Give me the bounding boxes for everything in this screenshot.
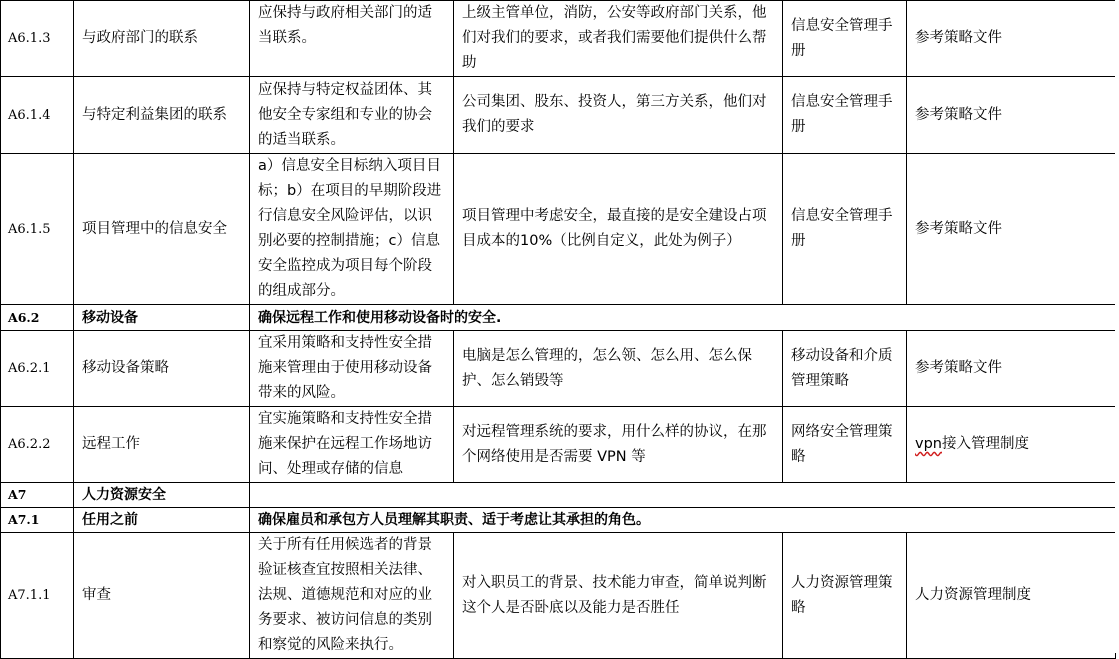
control-requirement: 宜实施策略和支持性安全措施来保护在远程工作场地访问、处理或存储的信息 <box>250 407 454 483</box>
policy-document: 网络安全管理策略 <box>783 407 907 483</box>
control-id: A6.2.2 <box>1 407 74 483</box>
policy-document: 信息安全管理手册 <box>783 154 907 305</box>
control-id: A6.1.3 <box>1 1 74 77</box>
control-requirement: 关于所有任用候选者的背景验证核查宜按照相关法律、法规、道德规范和对应的业务要求、被访问信息的类别和察觉的风险来执行。 <box>250 533 454 659</box>
section-row <box>1 508 1116 533</box>
section-row <box>1 483 1116 508</box>
section-objective: 确保远程工作和使用移动设备时的安全. <box>250 305 1116 331</box>
section-name: 移动设备 <box>74 305 250 331</box>
control-name: 审查 <box>74 533 250 659</box>
table-row <box>1 533 1116 659</box>
reference-document: 参考策略文件 <box>907 77 1116 154</box>
implementation-note: 对远程管理系统的要求，用什么样的协议，在那个网络使用是否需要 VPN 等 <box>454 407 783 483</box>
section-id: A6.2 <box>1 305 74 331</box>
control-id: A6.2.1 <box>1 331 74 407</box>
section-objective <box>250 483 1116 508</box>
control-name: 与政府部门的联系 <box>74 1 250 77</box>
section-name: 任用之前 <box>74 508 250 533</box>
control-requirement: a）信息安全目标纳入项目目标；b）在项目的早期阶段进行信息安全风险评估，以识别必要的控制措施；c）信息安全监控成为项目每个阶段的组成部分。 <box>250 154 454 305</box>
implementation-note: 上级主管单位，消防，公安等政府部门关系，他们对我们的要求，或者我们需要他们提供什么帮助 <box>454 1 783 77</box>
control-name: 移动设备策略 <box>74 331 250 407</box>
section-id: A7.1 <box>1 508 74 533</box>
page-edge <box>1115 0 1119 653</box>
implementation-note: 公司集团、股东、投资人，第三方关系，他们对我们的要求 <box>454 77 783 154</box>
reference-document: 参考策略文件 <box>907 331 1116 407</box>
control-id: A6.1.5 <box>1 154 74 305</box>
reference-document: vpn接入管理制度 <box>907 407 1116 483</box>
control-requirement: 应保持与特定权益团体、其他安全专家组和专业的协会的适当联系。 <box>250 77 454 154</box>
section-name: 人力资源安全 <box>74 483 250 508</box>
policy-document: 移动设备和介质管理策略 <box>783 331 907 407</box>
policy-document: 信息安全管理手册 <box>783 77 907 154</box>
section-id: A7 <box>1 483 74 508</box>
control-name: 项目管理中的信息安全 <box>74 154 250 305</box>
table-row <box>1 154 1116 305</box>
reference-document: 人力资源管理制度 <box>907 533 1116 659</box>
reference-document: 参考策略文件 <box>907 1 1116 77</box>
table-row <box>1 407 1116 483</box>
policy-document: 信息安全管理手册 <box>783 1 907 77</box>
policy-document: 人力资源管理策略 <box>783 533 907 659</box>
spellcheck-word: vpn <box>915 436 942 452</box>
table-row <box>1 331 1116 407</box>
implementation-note: 电脑是怎么管理的，怎么领、怎么用、怎么保护、怎么销毁等 <box>454 331 783 407</box>
control-id: A6.1.4 <box>1 77 74 154</box>
control-name: 远程工作 <box>74 407 250 483</box>
reference-document: 参考策略文件 <box>907 154 1116 305</box>
control-name: 与特定利益集团的联系 <box>74 77 250 154</box>
control-id: A7.1.1 <box>1 533 74 659</box>
section-row <box>1 305 1116 331</box>
implementation-note: 项目管理中考虑安全，最直接的是安全建设占项目成本的10%（比例自定义，此处为例子） <box>454 154 783 305</box>
section-objective: 确保雇员和承包方人员理解其职责、适于考虑让其承担的角色。 <box>250 508 1116 533</box>
control-requirement: 宜采用策略和支持性安全措施来管理由于使用移动设备带来的风险。 <box>250 331 454 407</box>
implementation-note: 对入职员工的背景、技术能力审查，简单说判断这个人是否卧底以及能力是否胜任 <box>454 533 783 659</box>
control-requirement: 应保持与政府相关部门的适当联系。 <box>250 1 454 77</box>
table-row <box>1 1 1116 77</box>
table-row <box>1 77 1116 154</box>
